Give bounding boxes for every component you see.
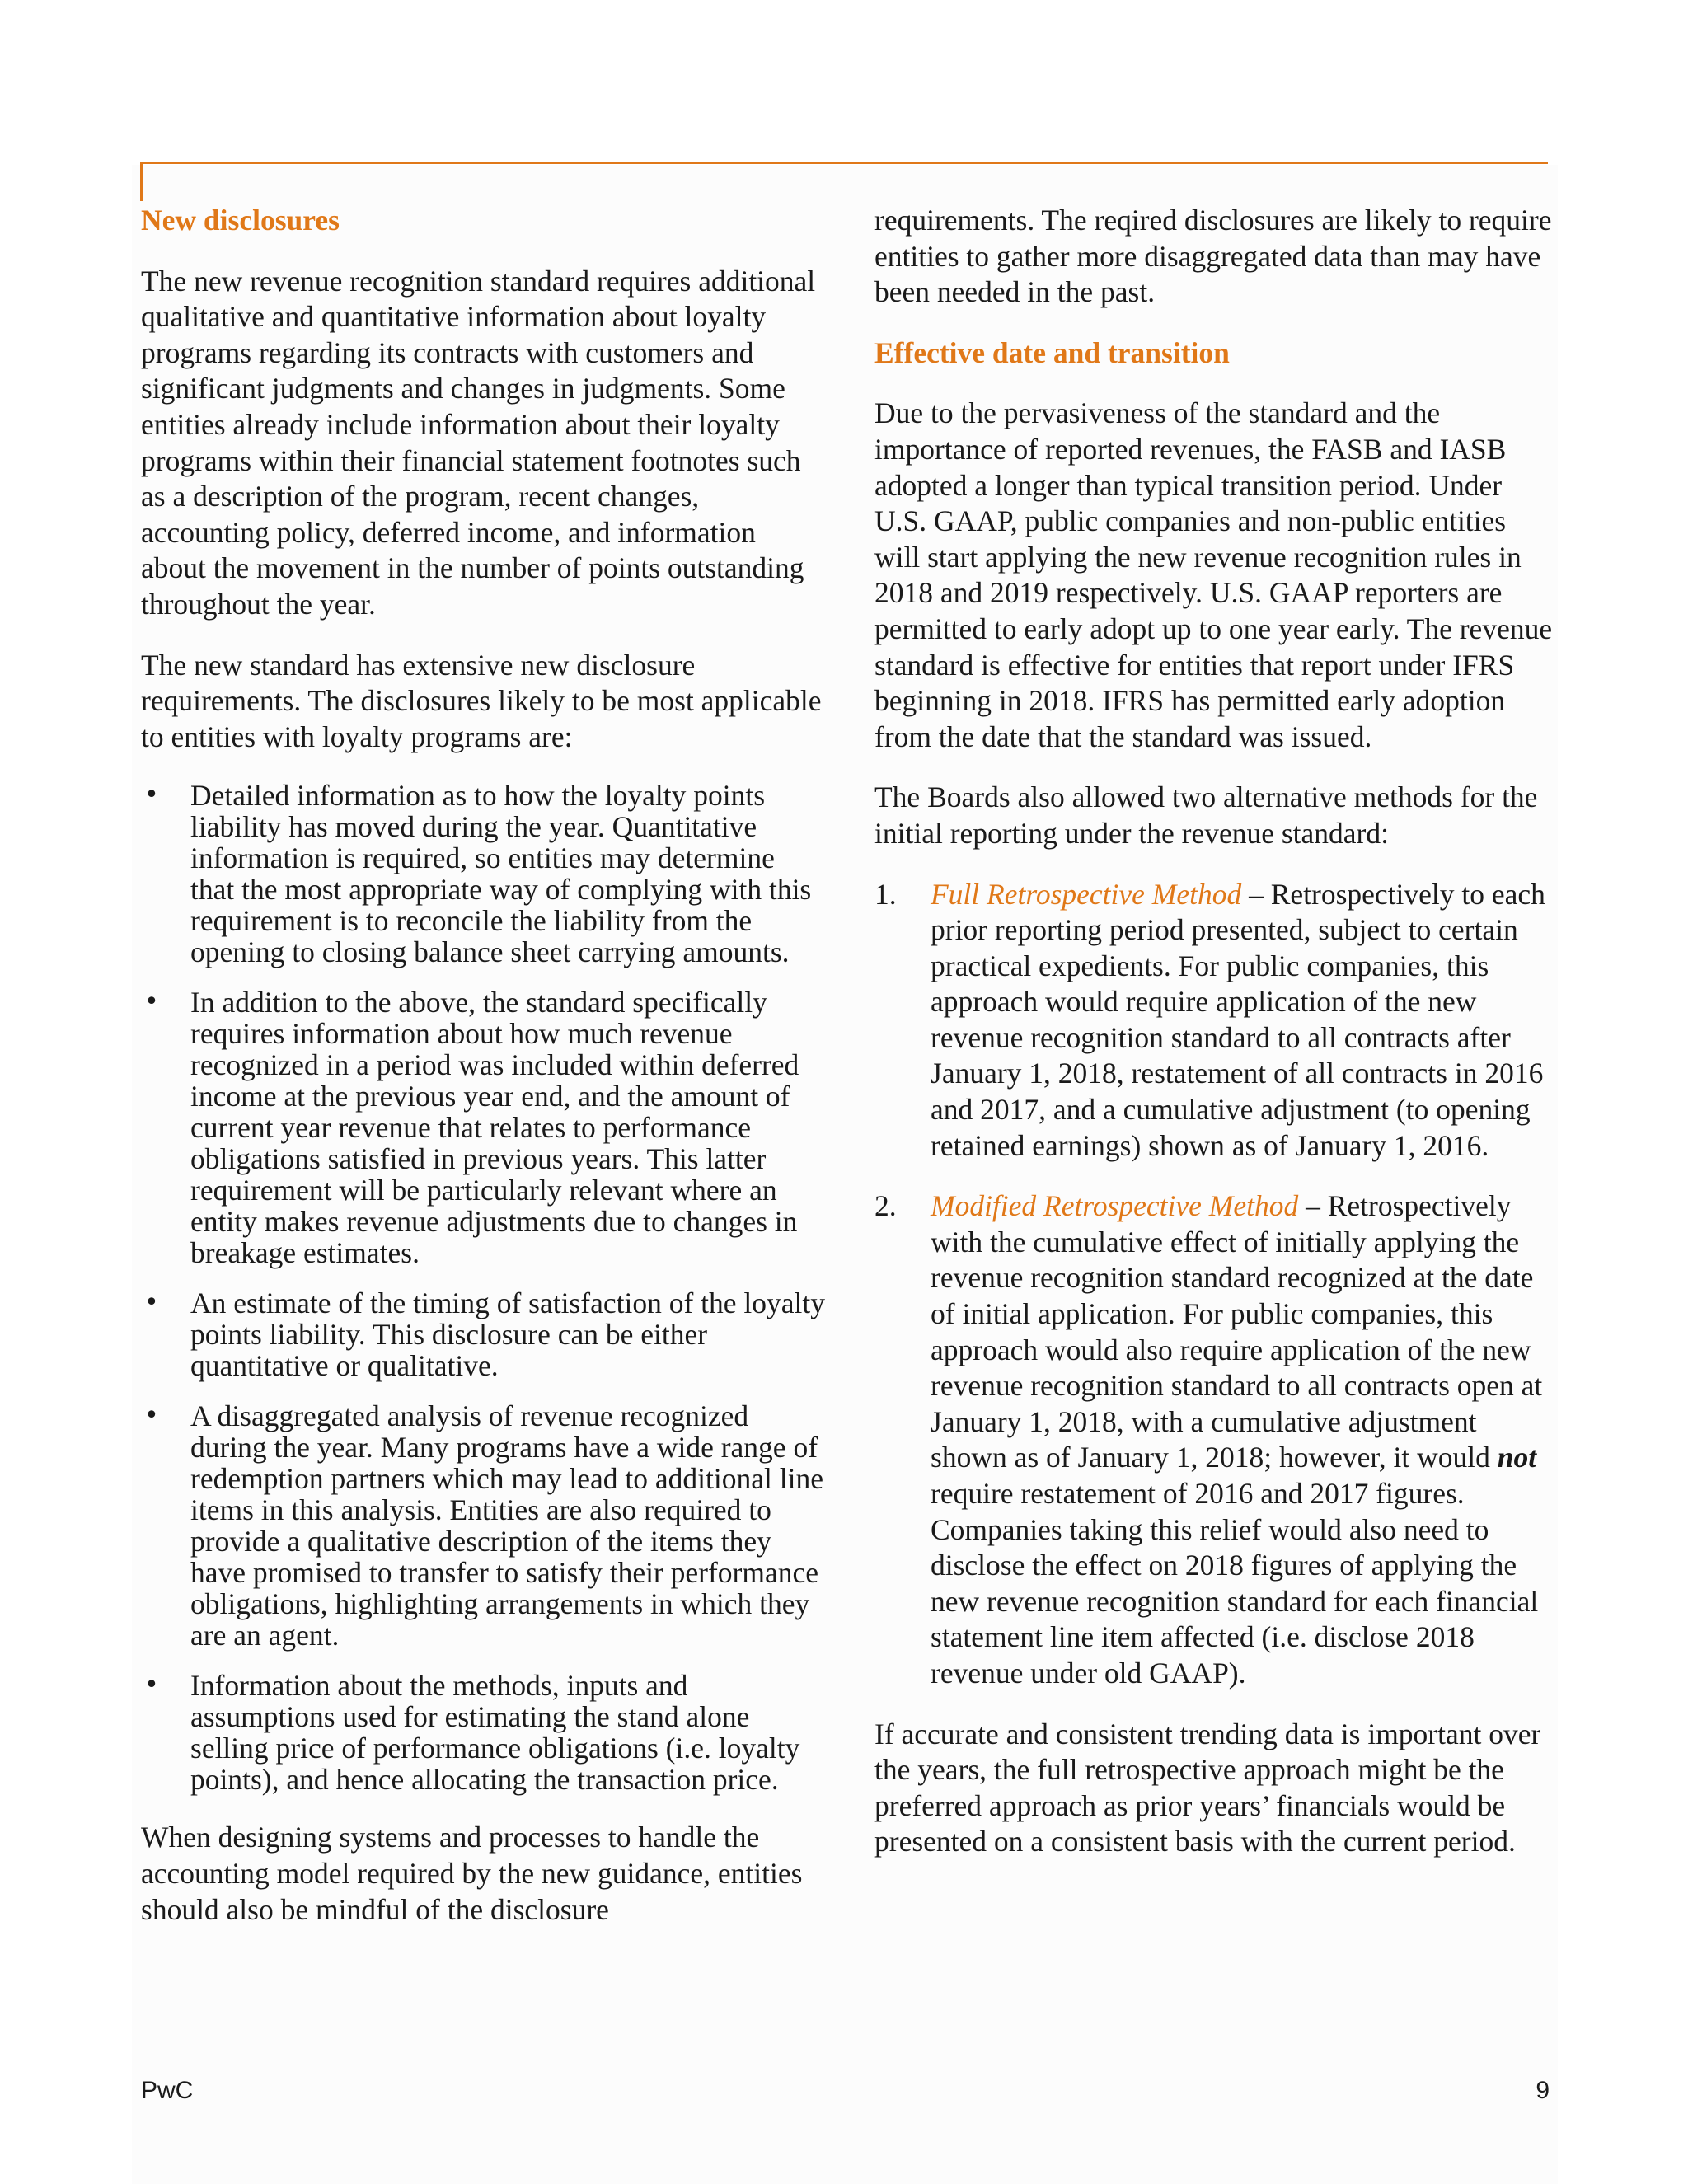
list-item-text: Information about the methods, inputs and assumptions used for estimating the stand alone selling price of performance obligations (i.e. loyalty points), and hence allocating the transaction price. (190, 1669, 800, 1797)
list-item (141, 780, 825, 968)
list-item (141, 1287, 825, 1381)
list-item (141, 987, 825, 1268)
page-number: 9 (1536, 2077, 1550, 2104)
list-item-text: A disaggregated analysis of revenue recognized during the year. Many programs have a wide range of redemption partners which may lead to additional line items in this analysis. Entities are also required to provide a qualitative description of the items they have promised to transfer to satisfy their performance obligations, highlighting arrangements in which they are an agent. (190, 1399, 823, 1652)
paragraph-continued: requirements. The reqired disclosures are likely to require entities to gather more disaggregated data than may have been needed in the past. (874, 204, 1552, 309)
left-column (141, 203, 825, 1952)
paragraph: The new revenue recognition standard requires additional qualitative and quantitative information about loyalty programs regarding its contracts with customers and significant judgments and changes in judgments. Some entities already include information about their loyalty programs within their financial statement footnotes such as a description of the program, recent changes, accounting policy, deferred income, and information about the movement in the number of points outstanding throughout the year. (141, 264, 816, 621)
bullet-icon: • (144, 1671, 159, 1700)
list-item-text: In addition to the above, the standard specifically requires information about how much revenue recognized in a period was included within deferred income at the previous year end, and the amount of current year revenue that relates to performance obligations satisfied in previous years. This latter requirement will be particularly relevant where an entity makes revenue adjustments due to changes in breakage estimates. (190, 986, 799, 1270)
list-item-text: Detailed information as to how the loyalty points liability has moved during the year. Quantitative information is required, so entities may determine that the most appropriate way of complying with this requirement is to reconcile the liability from the opening to closing balance sheet carrying amounts. (190, 779, 812, 969)
paragraph: The Boards also allowed two alternative methods for the initial reporting under the revenue standard: (874, 780, 1538, 850)
transition-methods-list (874, 877, 1559, 1692)
bullet-icon: • (144, 1401, 159, 1431)
section-heading-new-disclosures: New disclosures (141, 204, 340, 237)
paragraph: Due to the pervasiveness of the standard and the importance of reported revenues, the FASB and IASB adopted a longer than typical transition period. Under U.S. GAAP, public companies and non-public entities will start applying the new revenue recognition rules in 2018 and 2019 respectively. U.S. GAAP reporters are permitted to early adopt up to one year early. The revenue standard is effective for entities that report under IFRS beginning in 2018. IFRS has permitted early adoption from the date that the standard was issued. (874, 396, 1553, 753)
section-heading-effective-date: Effective date and transition (874, 335, 1230, 369)
paragraph: When designing systems and processes to handle the accounting model required by the new guidance, entities should also be mindful of the disclosure (141, 1821, 803, 1926)
footer-brand: PwC (141, 2077, 194, 2104)
list-number: 1. (874, 877, 897, 911)
paragraph: If accurate and consistent trending data is important over the years, the full retrospective approach might be the preferred approach as prior years’ financials would be presented on a consistent basis with the current period. (874, 1717, 1541, 1858)
list-number: 2. (874, 1189, 897, 1223)
list-item (141, 1670, 825, 1795)
paragraph: The new standard has extensive new disclosure requirements. The disclosures likely to be most applicable to entities with loyalty programs are: (141, 648, 822, 753)
disclosure-list (141, 780, 825, 1795)
method-item-modified-retrospective (874, 1188, 1559, 1691)
bullet-icon: • (144, 780, 159, 810)
method-description: – Retrospectively to each prior reporting period presented, subject to certain practical expedients. For public companies, this approach would require application of the new revenue recognition standard to all contracts after January 1, 2018, restatement of all contracts in 2016 and 2017, and a cumulative adjustment (to opening retained earnings) shown as of January 1, 2016. (931, 877, 1545, 1162)
right-column (874, 203, 1559, 1885)
header-rule-tick (140, 162, 143, 201)
method-item-full-retrospective (874, 877, 1559, 1165)
method-name: Full Retrospective Method (931, 877, 1242, 911)
bullet-icon: • (144, 987, 159, 1017)
emphasis-text: not (1497, 1441, 1537, 1474)
list-item-text: An estimate of the timing of satisfaction of the loyalty points liability. This disclosure can be either quantitative or qualitative. (190, 1286, 825, 1383)
method-description-continued: require restatement of 2016 and 2017 figures. Companies taking this relief would also need to disclose the effect on 2018 figures of applying the new revenue recognition standard for each financial statement line item affected (i.e. disclose 2018 revenue under old GAAP). (931, 1477, 1539, 1690)
method-name: Modified Retrospective Method (931, 1189, 1299, 1223)
header-rule (140, 162, 1548, 164)
method-description: – Retrospectively with the cumulative effect of initially applying the revenue recognition standard recognized at the date of initial application. For public companies, this approach would also require application of the new revenue recognition standard to all contracts open at January 1, 2018, with a cumulative adjustment shown as of January 1, 2018; however, it would (931, 1189, 1543, 1474)
list-item (141, 1400, 825, 1651)
bullet-icon: • (144, 1288, 159, 1318)
